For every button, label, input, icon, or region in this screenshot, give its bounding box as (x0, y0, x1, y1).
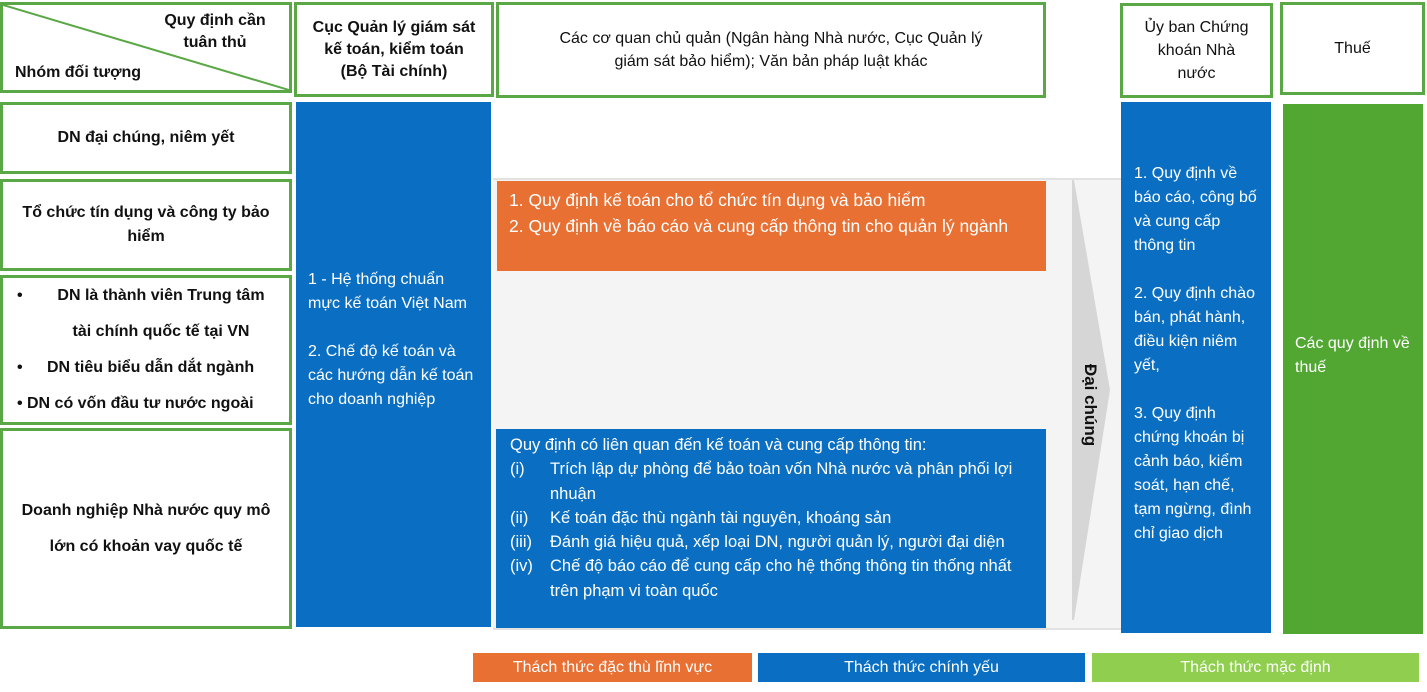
legend-sector-specific-label: Thách thức đặc thù lĩnh vực (512, 658, 713, 676)
column-header-tax (1280, 2, 1425, 95)
mof-item-1: 1 - Hệ thống chuẩn mực kế toán Việt Nam (308, 271, 467, 312)
legend-default-label: Thách thức mặc định (1180, 658, 1331, 676)
bullet-icon: • (17, 287, 23, 304)
column-header-agencies (496, 2, 1046, 98)
column-header-agencies-label: Các cơ quan chủ quản (Ngân hàng Nhà nước, Cục Quản lý giám sát bảo hiểm); Văn bản pháp luật khác (559, 30, 983, 70)
core-regulations-box (496, 429, 1046, 628)
row-group-soe-label: Doanh nghiệp Nhà nước quy mô lớn có khoản vay quốc tế (21, 501, 271, 555)
row-group-public-listed (0, 102, 292, 174)
ssc-column (1121, 102, 1271, 633)
column-header-ssc (1120, 3, 1273, 98)
column-header-ssc-label: Ủy ban Chứng khoán Nhà nước (1144, 19, 1249, 82)
legend-core (758, 653, 1085, 682)
list-item-text: Trích lập dự phòng để bảo toàn vốn Nhà nước và phân phối lợi nhuận (550, 460, 1013, 503)
list-item-text: DN tiêu biểu dẫn dắt ngành (47, 359, 255, 376)
list-item (510, 530, 1034, 554)
list-item-text: DN là thành viên Trung tâm tài chính quốc tế tại VN (57, 287, 265, 340)
corner-bottom-left-label: Nhóm đối tượng (15, 64, 142, 81)
list-item (17, 350, 275, 386)
corner-header (0, 2, 292, 93)
corner-top-right-label: Quy định cần tuân thủ (164, 12, 266, 51)
row-group-public-listed-label: DN đại chúng, niêm yết (57, 129, 235, 146)
list-item-number: (iii) (510, 533, 532, 552)
row-group-credit-insurance (0, 179, 292, 271)
ssc-item-2: 2. Quy định chào bán, phát hành, điều kiện niêm yết, (1134, 285, 1255, 374)
sector-specific-box (497, 181, 1046, 271)
ssc-item-3: 3. Quy định chứng khoán bị cảnh báo, kiểm soát, hạn chế, tạm ngừng, đình chỉ giao dịch (1134, 405, 1252, 542)
legend-sector-specific (473, 653, 752, 682)
column-header-tax-label: Thuế (1334, 40, 1371, 57)
arrow-label (1060, 363, 1120, 447)
list-item-number: (ii) (510, 508, 529, 527)
column-header-mof (294, 2, 494, 97)
list-item (17, 278, 275, 350)
tax-text: Các quy định về thuế (1295, 335, 1410, 376)
core-regulations-title: Quy định có liên quan đến kế toán và cung cấp thông tin: (510, 436, 927, 454)
arrow-label-text: Đại chúng (1081, 363, 1101, 447)
list-item (510, 457, 1034, 506)
row-group-special-enterprises (0, 275, 292, 425)
list-item (510, 506, 1034, 530)
legend-default (1092, 653, 1419, 682)
list-item-text: Đánh giá hiệu quả, xếp loại DN, người quản lý, người đại diện (550, 533, 1005, 552)
list-item-number: (iv) (510, 557, 533, 576)
list-item-number: (i) (510, 460, 525, 479)
list-item (510, 554, 1034, 603)
list-item-text: DN có vốn đầu tư nước ngoài (27, 395, 254, 412)
ssc-item-1: 1. Quy định về báo cáo, công bố và cung cấp thông tin (1134, 165, 1257, 254)
list-item-text: Chế độ báo cáo để cung cấp cho hệ thống thông tin thống nhất trên phạm vi toàn quốc (550, 557, 1012, 600)
bullet-icon: • (17, 395, 23, 412)
bullet-icon: • (17, 359, 23, 376)
special-enterprises-list (17, 278, 275, 422)
sector-rule-1: 1. Quy định kế toán cho tổ chức tín dụng và bảo hiểm (509, 190, 926, 210)
list-item-text: Kế toán đặc thù ngành tài nguyên, khoáng sản (550, 508, 892, 527)
row-group-credit-insurance-label: Tổ chức tín dụng và công ty bảo hiểm (22, 204, 270, 245)
legend-core-label: Thách thức chính yếu (844, 658, 999, 676)
row-group-soe (0, 428, 292, 629)
list-item (17, 386, 275, 422)
tax-column (1283, 104, 1423, 634)
mof-column (296, 102, 491, 627)
column-header-mof-label: Cục Quản lý giám sát kế toán, kiểm toán (Bộ Tài chính) (312, 18, 476, 80)
sector-rule-2: 2. Quy định về báo cáo và cung cấp thông tin cho quản lý ngành (509, 216, 1009, 236)
mof-item-2: 2. Chế độ kế toán và các hướng dẫn kế toán cho doanh nghiệp (308, 343, 474, 408)
